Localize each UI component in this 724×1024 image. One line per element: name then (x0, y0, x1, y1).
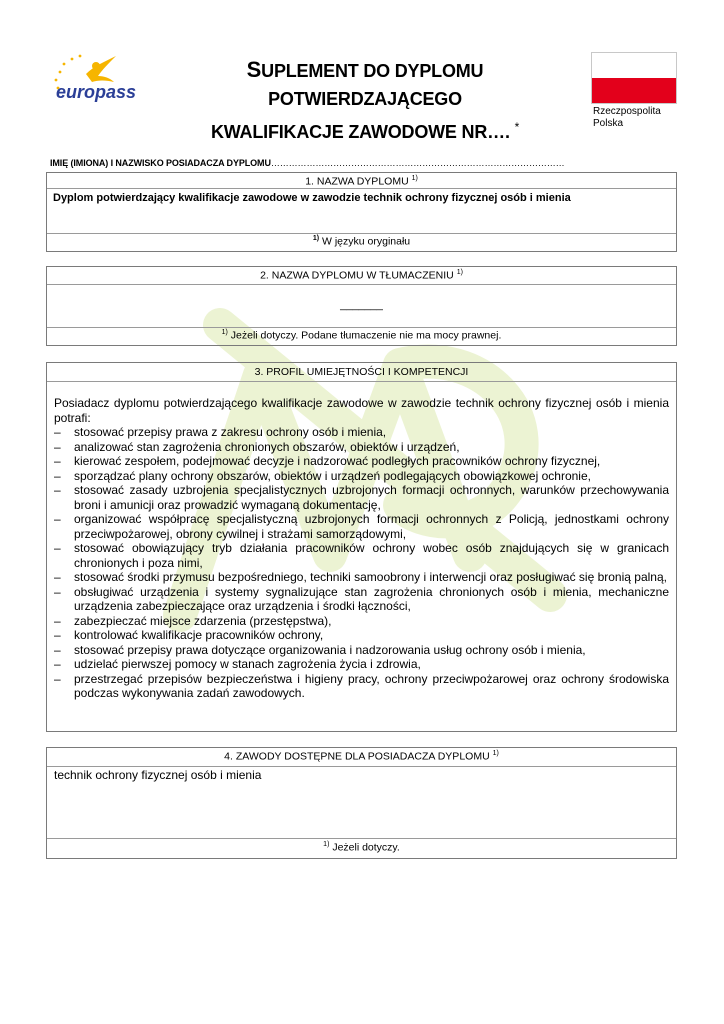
list-item: – stosować zasady uzbrojenia specjalistycznych uzbrojonych formacji ochronnych, warunków przechowywania broni i amunicji oraz prowadzić wymaganą dokumentację, (54, 483, 669, 512)
section2-note: $^{1)}$ Jeżeli dotyczy. Podane tłumaczenie nie ma mocy prawnej. (221, 329, 502, 342)
holder-dots: ……………………………………………………………………………………… (270, 158, 565, 168)
europass-logo (50, 50, 146, 102)
list-item: – kierować zespołem, podejmować decyzje i nadzorować podległych pracowników ochrony fizycznej, (54, 454, 669, 469)
section3-caption: 3. PROFIL UMIEJĘTNOŚCI I KOMPETENCJI (254, 366, 469, 378)
section3-intro: Posiadacz dyplomu potwierdzającego kwalifikacje zawodowe w zawodzie technik ochrony fizycznej osób i mienia potrafi: (54, 396, 669, 425)
holder-label: IMIĘ (IMIONA) I NAZWISKO POSIADACZA DYPLOMU (50, 158, 271, 168)
skills-list (54, 425, 669, 701)
list-item: – zabezpieczać miejsce zdarzenia (przestępstwa), (54, 614, 669, 629)
section-skills-profile (46, 362, 677, 732)
list-item: – stosować przepisy prawa z zakresu ochrony osób i mienia, (54, 425, 669, 440)
list-item: – przestrzegać przepisów bezpieczeństwa i higieny pracy, ochrony przeciwpożarowej oraz ochrony środowiska podczas wykonywania zadań zawodowych. (54, 672, 669, 701)
section-diploma-translation (46, 266, 677, 346)
section4-caption: 4. ZAWODY DOSTĘPNE DLA POSIADACZA DYPLOMU $^{1)}$ (224, 750, 499, 763)
section1-note: $^{1)}$ W języku oryginału (312, 235, 411, 248)
document-title (150, 56, 580, 146)
list-item: – stosować środki przymusu bezpośredniego, techniki samoobrony i interwencji oraz posługiwać się bronią palną, (54, 570, 669, 585)
section-accessible-occupations (46, 747, 677, 859)
section1-value: Dyplom potwierdzający kwalifikacje zawodowe w zawodzie technik ochrony fizycznej osób i mienia (53, 192, 571, 204)
section4-note: $^{1)}$ Jeżeli dotyczy. (323, 841, 400, 854)
section-diploma-name (46, 172, 677, 252)
title-initial: S (246, 57, 262, 82)
list-item: – kontrolować kwalifikacje pracowników ochrony, (54, 628, 669, 643)
holder-name-line (50, 158, 690, 168)
list-item: – stosować przepisy prawa dotyczące organizowania i nadzorowania usług ochrony osób i mienia, (54, 643, 669, 658)
list-item: – sporządzać plany ochrony obszarów, obiektów i urządzeń podlegających obowiązkowej ochronie, (54, 469, 669, 484)
country-name: Rzeczpospolita Polska (593, 106, 661, 129)
list-item: – analizować stan zagrożenia chronionych obszarów, obiektów i urządzeń, (54, 440, 669, 455)
list-item: – udzielać pierwszej pomocy w stanach zagrożenia życia i zdrowia, (54, 657, 669, 672)
section2-value: _______ (340, 299, 383, 311)
list-item: – obsługiwać urządzenia i systemy sygnalizujące stan zagrożenia chronionych osób i mienia, mechaniczne urządzenia zabezpieczające oraz urządzenia i środki łączności, (54, 585, 669, 614)
title-asterisk: * (514, 120, 520, 134)
svg-text:europass: europass (56, 82, 137, 102)
title-line2: KWALIFIKACJE ZAWODOWE NR…. (210, 122, 510, 142)
list-item: – organizować współpracę specjalistyczną uzbrojonych formacji ochronnych z Policją, jednostkami ochrony przeciwpożarowej, obrony cywilnej i strażami samorządowymi, (54, 512, 669, 541)
section2-caption: 2. NAZWA DYPLOMU W TŁUMACZENIU $^{1)}$ (260, 269, 463, 282)
poland-flag (591, 52, 677, 104)
section1-caption: 1. NAZWA DYPLOMU $^{1)}$ (305, 175, 418, 188)
title-line1: UPLEMENT DO DYPLOMU POTWIERDZAJĄCEGO (261, 61, 484, 109)
section4-value: technik ochrony fizycznej osób i mienia (54, 768, 262, 782)
list-item: – stosować obowiązujący tryb działania pracowników ochrony wobec osób znajdujących się w granicach chronionych i poza nimi, (54, 541, 669, 570)
